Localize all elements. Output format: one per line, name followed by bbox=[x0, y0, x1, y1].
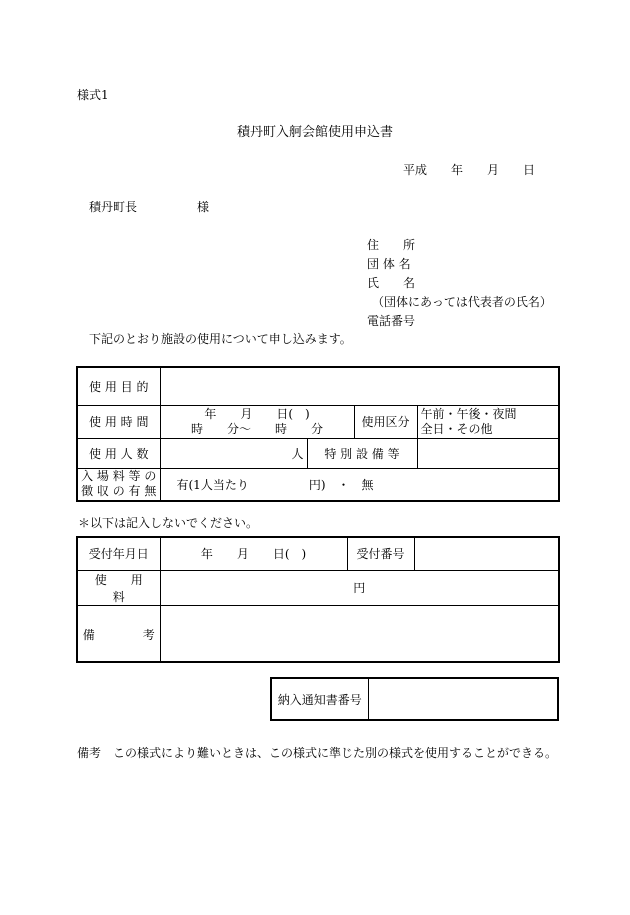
footer-remark: 備考 この様式により難いときは、この様式に準じた別の様式を使用することができる。 bbox=[77, 746, 558, 760]
time-field[interactable] bbox=[160, 405, 354, 438]
address-label: 住 所 bbox=[367, 238, 416, 252]
group-name-label: 団 体 名 bbox=[367, 257, 411, 271]
time-date: 年 月 日( ) bbox=[204, 406, 310, 421]
admission-fee-options: 有(1人当たり 円) ・ 無 bbox=[176, 477, 374, 492]
date-line: 平成 年 月 日 bbox=[403, 163, 536, 177]
representative-note: （団体にあっては代表者の氏名） bbox=[372, 295, 552, 309]
usage-fee-label: 使 用 料 bbox=[77, 570, 160, 605]
people-field[interactable] bbox=[160, 438, 307, 468]
admission-fee-field[interactable] bbox=[160, 468, 559, 501]
usage-fee-field bbox=[160, 570, 559, 605]
received-date-label: 受付年月日 bbox=[77, 537, 160, 570]
application-table bbox=[76, 366, 560, 502]
time-range: 時 分〜 時 分 bbox=[190, 421, 323, 436]
admission-fee-label bbox=[77, 468, 160, 501]
notice-number-label: 納入通知書番号 bbox=[271, 678, 368, 720]
people-unit: 人 bbox=[291, 446, 304, 461]
usage-fee-unit: 円 bbox=[353, 581, 366, 595]
equipment-field[interactable] bbox=[417, 438, 559, 468]
purpose-field[interactable] bbox=[160, 367, 559, 405]
category-label: 使用区分 bbox=[354, 405, 417, 438]
received-date-value: 年 月 日( ) bbox=[200, 547, 307, 562]
category-option-line1: 午前・午後・夜間 bbox=[420, 406, 517, 421]
remarks-label: 備 考 bbox=[77, 605, 160, 662]
remarks-field bbox=[160, 605, 559, 662]
category-option-line2: 全日・その他 bbox=[420, 421, 493, 436]
office-use-table bbox=[76, 536, 560, 663]
received-date-field bbox=[160, 537, 347, 570]
notice-number-table bbox=[270, 677, 559, 721]
time-label: 使 用 時 間 bbox=[77, 405, 160, 438]
receipt-number-label: 受付番号 bbox=[347, 537, 414, 570]
equipment-label: 特 別 設 備 等 bbox=[307, 438, 417, 468]
intro-text: 下記のとおり施設の使用について申し込みます。 bbox=[89, 332, 352, 346]
addressee: 積丹町長 様 bbox=[89, 200, 210, 214]
receipt-number-field bbox=[414, 537, 559, 570]
admission-fee-label-line2: 徴 収 の 有 無 bbox=[81, 484, 157, 499]
form-number: 様式1 bbox=[77, 88, 109, 102]
document-title: 積丹町入舸会館使用申込書 bbox=[236, 125, 393, 140]
category-options[interactable] bbox=[417, 405, 559, 438]
notice-number-field bbox=[368, 678, 558, 720]
admission-fee-label-line1: 入 場 料 等 の bbox=[81, 469, 157, 484]
office-use-note: ＊以下は記入しないでください。 bbox=[78, 516, 259, 530]
applicant-name-label: 氏 名 bbox=[367, 276, 416, 290]
phone-label: 電話番号 bbox=[367, 314, 416, 328]
people-label: 使 用 人 数 bbox=[77, 438, 160, 468]
purpose-label: 使 用 目 的 bbox=[77, 367, 160, 405]
